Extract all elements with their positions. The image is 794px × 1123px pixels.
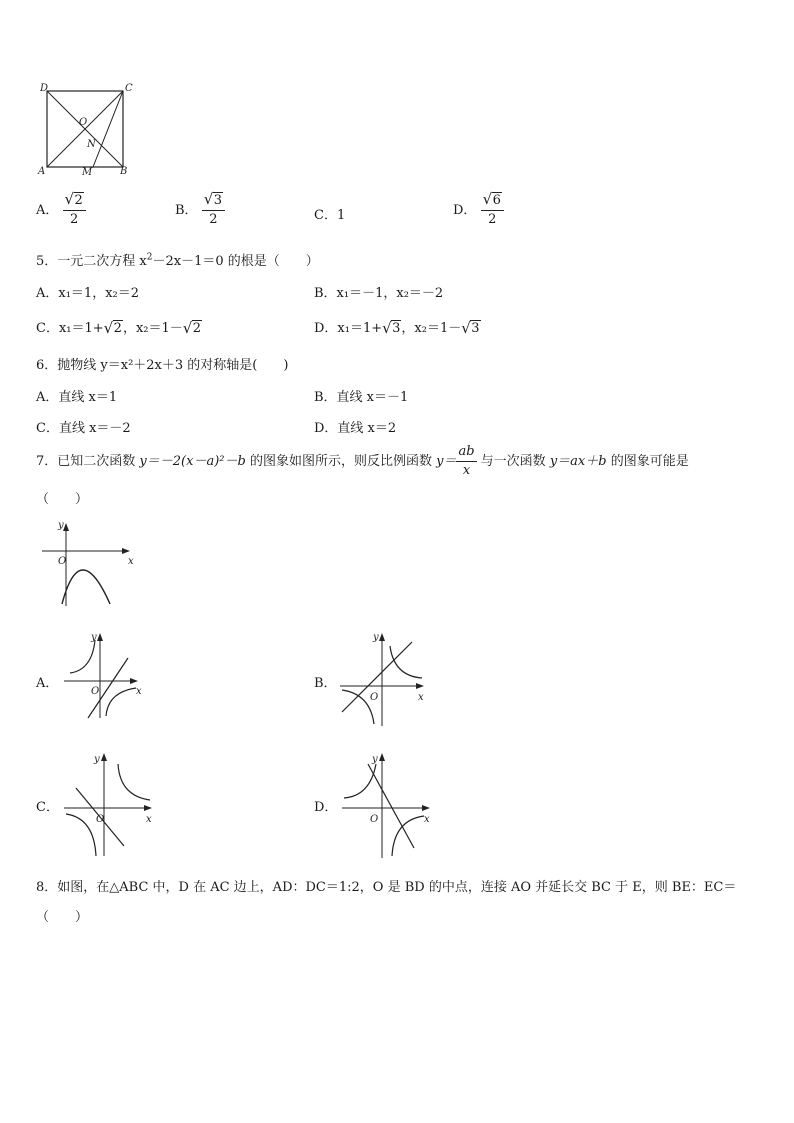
q7-option-b-graph bbox=[338, 628, 434, 728]
frac-sqrt2-over-2: √ 2 2 bbox=[63, 192, 86, 229]
svg-text:O: O bbox=[370, 692, 379, 703]
svg-text:O: O bbox=[58, 556, 67, 567]
q7-option-b-label: B． bbox=[314, 676, 337, 691]
svg-text:y: y bbox=[373, 632, 379, 643]
q7-option-a-label: A． bbox=[36, 676, 59, 691]
square-figure bbox=[36, 82, 136, 178]
q7-paren: （ ） bbox=[36, 492, 89, 507]
q6-option-b: B．直线 x＝－1 bbox=[314, 390, 409, 405]
q6-option-d: D．直线 x＝2 bbox=[314, 421, 397, 436]
formula-quadratic: y＝－2(x－a)²－b bbox=[139, 454, 246, 469]
parabola-curve bbox=[62, 570, 110, 604]
q4-option-c: C．1 bbox=[314, 208, 346, 223]
svg-text:O: O bbox=[91, 686, 100, 697]
svg-text:y: y bbox=[91, 632, 97, 643]
svg-text:O: O bbox=[96, 814, 105, 825]
q6-option-c: C．直线 x＝－2 bbox=[36, 421, 131, 436]
q8-paren: （ ） bbox=[36, 910, 89, 925]
svg-text:y: y bbox=[372, 754, 378, 765]
q6-stem: 6．抛物线 y＝x²＋2x＋3 的对称轴是( ) bbox=[36, 358, 289, 373]
segment-cm bbox=[93, 91, 123, 167]
q7-option-c-label: C． bbox=[36, 800, 59, 815]
q5-option-c: C．x₁＝1+ √ 2，x₂＝1－ √ 2 bbox=[36, 319, 202, 337]
q4-option-a: A． √ 2 2 bbox=[36, 192, 86, 229]
label-a: A bbox=[38, 166, 46, 177]
svg-text:y: y bbox=[94, 754, 100, 765]
q7-option-a-graph bbox=[62, 628, 154, 720]
q5-option-a: A．x₁＝1，x₂＝2 bbox=[36, 286, 140, 301]
q7-option-d-graph bbox=[340, 750, 436, 860]
q5-stem: 5．一元二次方程 $x^2-2x-1=0$ 的根是（ ） bbox=[36, 252, 319, 269]
frac-sqrt3-over-2: √ 3 2 bbox=[202, 192, 225, 229]
svg-text:x: x bbox=[424, 814, 430, 825]
q5-option-b: B．x₁＝－1，x₂＝－2 bbox=[314, 286, 444, 301]
svg-text:y: y bbox=[58, 520, 64, 531]
label-m: M bbox=[82, 167, 93, 178]
formula-linear: y＝ax＋b bbox=[549, 454, 607, 469]
svg-text:x: x bbox=[418, 692, 424, 703]
svg-text:O: O bbox=[370, 814, 379, 825]
label-n: N bbox=[87, 139, 96, 150]
label-c: C bbox=[125, 83, 133, 94]
q7-stem: 7．已知二次函数 y＝－2(x－a)²－b 的图象如图所示，则反比例函数 y＝ $\frac{ab}{x}$ 与一次函数 y＝ax＋b 的图象可能是 bbox=[36, 444, 689, 478]
svg-text:x: x bbox=[136, 686, 142, 697]
svg-text:x: x bbox=[128, 556, 134, 567]
q4-option-d: D． √ 6 2 bbox=[453, 192, 504, 229]
q6-option-a: A．直线 x＝1 bbox=[36, 390, 118, 405]
svg-text:x: x bbox=[146, 814, 152, 825]
q5-option-d: D．x₁＝1+ √ 3，x₂＝1－ √ 3 bbox=[314, 319, 480, 337]
formula-inverse: $\frac{ab}{x}$ bbox=[458, 444, 475, 478]
label-b: B bbox=[120, 166, 128, 177]
q8-stem: 8．如图，在△ABC 中，D 在 AC 边上，AD：DC＝1:2，O 是 BD 的中点，连接 AO 并延长交 BC 于 E，则 BE：EC＝ bbox=[36, 880, 737, 895]
q4-option-b: B． √ 3 2 bbox=[175, 192, 225, 229]
label-d: D bbox=[40, 83, 49, 94]
label-o: O bbox=[79, 117, 88, 128]
q7-given-graph bbox=[38, 518, 138, 608]
frac-sqrt6-over-2: √ 6 2 bbox=[481, 192, 504, 229]
q7-option-c-graph bbox=[62, 750, 158, 858]
q7-option-d-label: D． bbox=[314, 800, 338, 815]
